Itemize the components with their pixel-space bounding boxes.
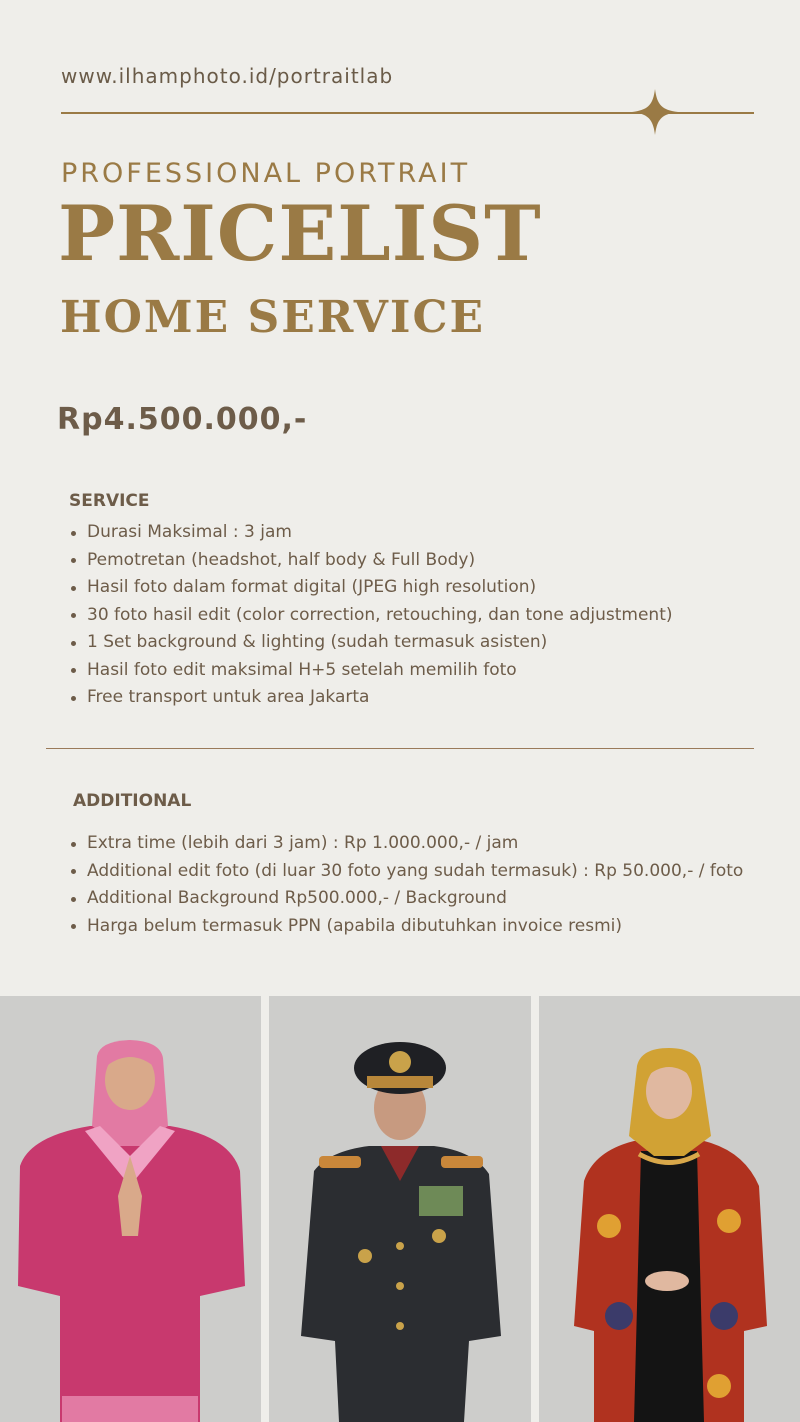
page-title: PRICELIST — [58, 189, 542, 278]
list-item: 30 foto hasil edit (color correction, retouching, dan tone adjustment) — [69, 602, 673, 630]
list-item: Hasil foto dalam format digital (JPEG high resolution) — [69, 574, 673, 602]
list-item: Hasil foto edit maksimal H+5 setelah memilih foto — [69, 657, 673, 685]
additional-list — [69, 830, 743, 940]
website-url: www.ilhamphoto.id/portraitlab — [61, 64, 394, 88]
portrait-photo-police-uniform — [269, 996, 531, 1422]
list-item: Pemotretan (headshot, half body & Full Body) — [69, 547, 673, 575]
portrait-photo-batik-outfit — [539, 996, 800, 1422]
list-item: Additional edit foto (di luar 30 foto yang sudah termasuk) : Rp 50.000,- / foto — [69, 858, 743, 886]
list-item: Harga belum termasuk PPN (apabila dibutuhkan invoice resmi) — [69, 913, 743, 941]
section-divider-line — [46, 748, 754, 749]
eyebrow-heading: PROFESSIONAL PORTRAIT — [61, 158, 471, 189]
list-item: Free transport untuk area Jakarta — [69, 684, 673, 712]
list-item: Additional Background Rp500.000,- / Background — [69, 885, 743, 913]
list-item: 1 Set background & lighting (sudah termasuk asisten) — [69, 629, 673, 657]
portrait-photo-pink-uniform — [0, 996, 261, 1422]
service-list — [69, 519, 673, 712]
four-point-star-icon — [632, 89, 678, 135]
package-price: Rp4.500.000,- — [57, 402, 308, 437]
list-item: Durasi Maksimal : 3 jam — [69, 519, 673, 547]
page-subtitle: HOME SERVICE — [60, 292, 486, 343]
service-heading: SERVICE — [69, 491, 150, 511]
additional-heading: ADDITIONAL — [73, 791, 192, 811]
list-item: Extra time (lebih dari 3 jam) : Rp 1.000.000,- / jam — [69, 830, 743, 858]
